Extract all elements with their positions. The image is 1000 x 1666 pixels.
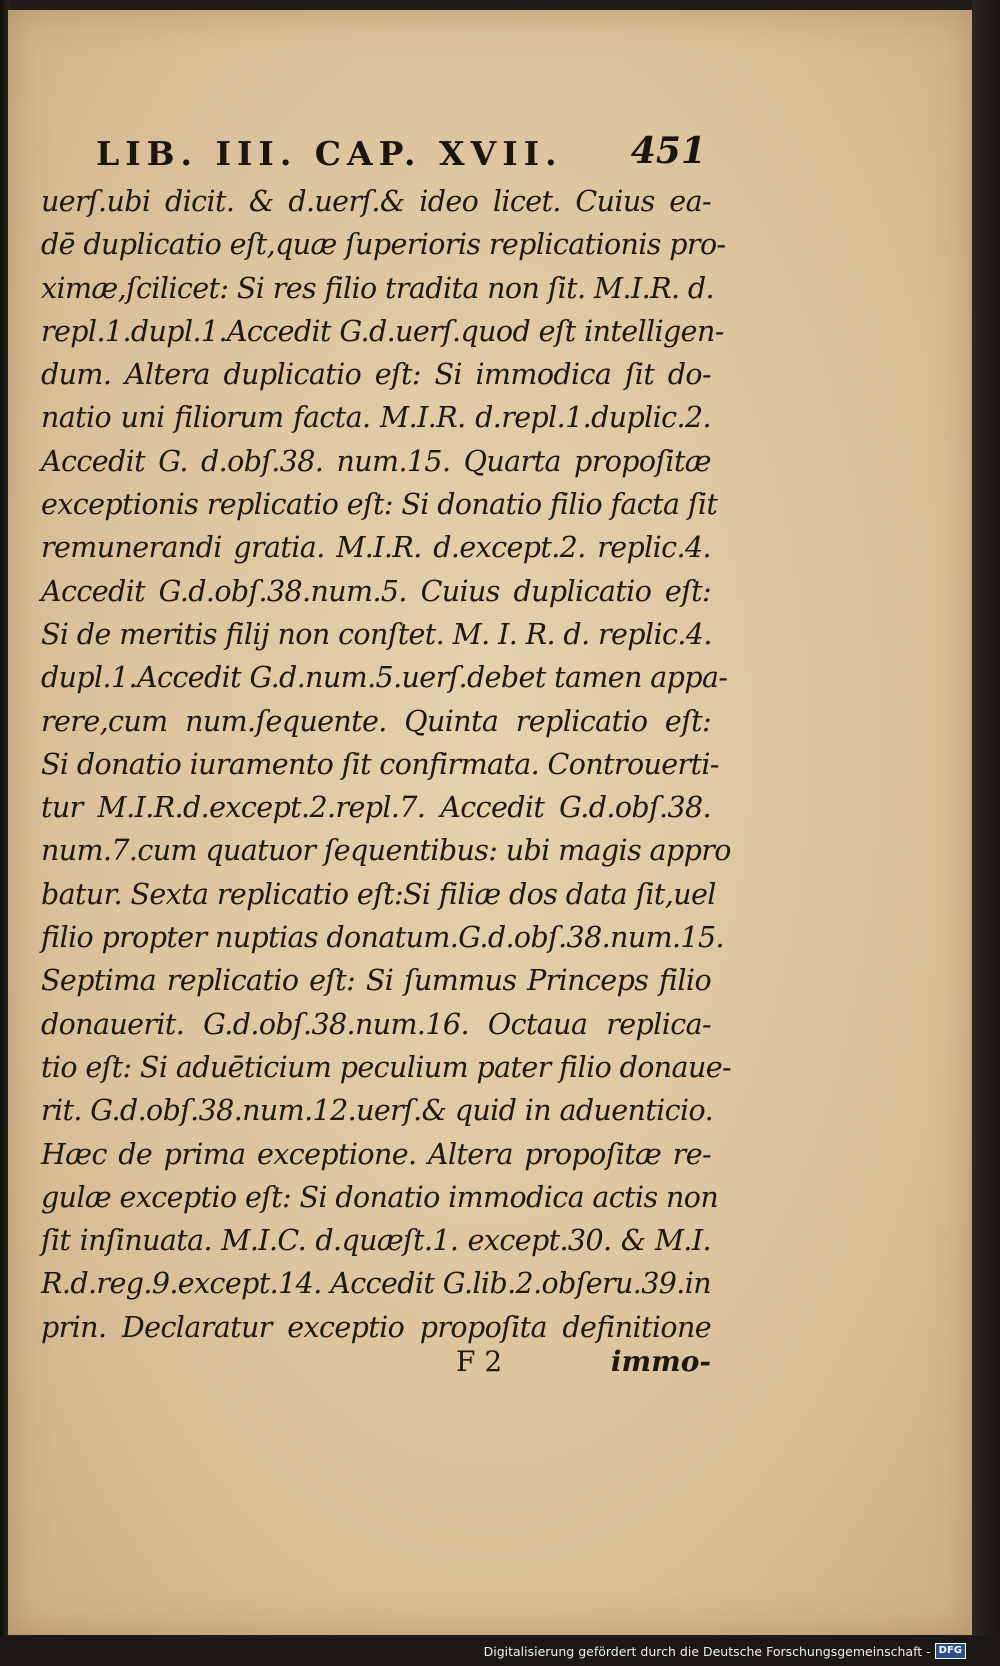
text-line: uerſ.ubi dicit. & d.uerſ.& ideo licet. Cuius ea- [41, 185, 711, 218]
text-line: dupl.1.Accedit G.d.num.5.uerſ.debet tamen appa- [41, 661, 728, 695]
text-line: tio eſt: Si aduēticium peculium pater filio donaue- [41, 1050, 731, 1084]
text-line: batur. Sexta replicatio eſt:Si filiæ dos data ſit,uel [41, 877, 716, 911]
text-line: tur M.I.R.d.except.2.repl.7. Accedit G.d.obſ.38. [41, 791, 711, 825]
text-line: R.d.reg.9.except.14. Accedit G.lib.2.obſeru.39.in [41, 1267, 711, 1301]
text-line: donauerit. G.d.obſ.38.num.16. Octaua replica- [41, 1007, 711, 1041]
page-header [56, 130, 706, 182]
text-line: Accedit G.d.obſ.38.num.5. Cuius duplicatio eſt: [41, 574, 711, 608]
body-text [41, 180, 731, 1349]
text-line: remunerandi gratia. M.I.R. d.except.2. replic.4. [41, 531, 711, 565]
signature-mark: F 2 [456, 1345, 503, 1378]
text-line: Accedit G. d.obſ.38. num.15. Quarta propoſitæ [41, 444, 711, 478]
dfg-logo-icon: DFG [935, 1643, 966, 1659]
funding-credit [484, 1643, 966, 1659]
page-footer [41, 1345, 711, 1385]
credit-bar [0, 1636, 1000, 1666]
catchword: immo- [610, 1345, 711, 1378]
text-line: prin. Declaratur exceptio propoſita definitione [41, 1310, 711, 1344]
text-line: num.7.cum quatuor ſequentibus: ubi magis appro [41, 834, 731, 868]
text-line: Si donatio iuramento ſit confirmata. Controuerti- [41, 747, 719, 781]
text-line: natio uni filiorum facta. M.I.R. d.repl.1.duplic.2. [41, 401, 711, 435]
text-line: rere,cum num.ſequente. Quinta replicatio eſt: [41, 704, 711, 738]
text-line: Hæc de prima exceptione. Altera propoſitæ re- [41, 1137, 711, 1171]
text-line: filio propter nuptias donatum.G.d.obſ.38.num.15. [41, 921, 724, 955]
text-line: gulæ exceptio eſt: Si donatio immodica actis non [41, 1180, 719, 1214]
text-line: Si de meritis filij non conſtet. M. I. R. d. replic.4. [41, 617, 712, 651]
text-line: Septima replicatio eſt: Si ſummus Princeps filio [41, 964, 711, 998]
credit-text: Digitalisierung gefördert durch die Deutsche Forschungsgemeinschaft - [483, 1643, 931, 1659]
text-line: dē duplicatio eſt,quæ ſuperioris replicationis pro- [41, 228, 726, 262]
page-number: 451 [630, 130, 706, 172]
text-line: rit. G.d.obſ.38.num.12.uerſ.& quid in aduenticio. [41, 1094, 714, 1128]
text-line: ſit inſinuata. M.I.C. d.quæſt.1. except.30. & M.I. [41, 1224, 711, 1258]
running-head: LIB. III. CAP. XVII. [96, 134, 563, 173]
text-line: ximæ,ſcilicet: Si res filio tradita non ſit. M.I.R. d. [41, 271, 714, 305]
book-page [8, 10, 974, 1635]
text-line: repl.1.dupl.1.Accedit G.d.uerſ.quod eſt intelligen- [41, 314, 724, 348]
text-line: exceptionis replicatio eſt: Si donatio filio facta ſit [41, 488, 718, 522]
text-line: dum. Altera duplicatio eſt: Si immodica ſit do- [41, 358, 711, 392]
book-edge-right [972, 0, 1000, 1666]
